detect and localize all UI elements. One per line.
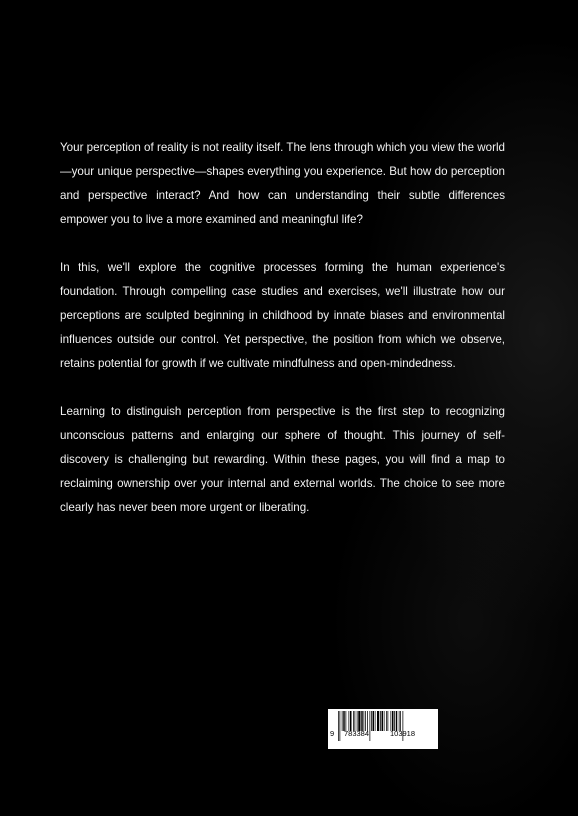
barcode-lead-digit: 9: [330, 729, 335, 738]
barcode-bar: [391, 711, 392, 731]
barcode-bar: [388, 711, 389, 731]
barcode-bar: [349, 711, 350, 731]
barcode-bar: [392, 711, 394, 731]
barcode-bar: [346, 711, 347, 731]
barcode-bar: [377, 711, 379, 731]
barcode-bar: [384, 711, 385, 731]
barcode-bar: [342, 711, 343, 731]
barcode-bar: [371, 711, 372, 731]
barcode-bar: [364, 711, 365, 731]
blurb-paragraph-3: Learning to distinguish perception from perspective is the first step to recognizing unconscious patterns and enlarging our sphere of thought. This journey of self-discovery is challenging but rewarding. Within these pages, you will find a map to reclaiming ownership over your internal and external worlds. The choice to see more clearly has never been more urgent or liberating.: [60, 405, 505, 514]
barcode-bar: [350, 711, 352, 731]
barcode-bar: [394, 711, 395, 731]
barcode-bar: [358, 711, 360, 731]
blurb-paragraph-2: In this, we'll explore the cognitive processes forming the human experience's foundation. Through compelling case studies and exercises, we'll illustrate how our perceptions are sculpted beginning in childhood by innate biases and environmental influences outside our control. Yet perspective, the position from which we observe, retains potential for growth if we cultivate mindfulness and open-mindedness.: [60, 261, 505, 370]
blurb-paragraph-1: Your perception of reality is not reality itself. The lens through which you view the world—your unique perspective—shapes everything you experience. But how do perception and perspective interact? And how can understanding their subtle differences empower you to live a more examined and meaningful life?: [60, 141, 505, 226]
barcode-bar: [400, 711, 401, 731]
barcode-bar: [343, 711, 345, 731]
barcode-bar: [399, 711, 400, 731]
barcode-bar: [375, 711, 376, 731]
barcode-left-digits: 783384: [344, 729, 370, 738]
barcode-bar: [353, 711, 354, 731]
barcode-bar: [386, 711, 387, 731]
barcode-bar: [355, 711, 356, 731]
blurb-text: [60, 136, 505, 544]
barcode-bar: [361, 711, 363, 731]
isbn-barcode: [328, 709, 438, 749]
barcode-right-digits: 103918: [390, 729, 416, 738]
barcode-bar: [380, 711, 381, 731]
barcode-bar: [367, 711, 368, 731]
barcode-bar: [396, 711, 398, 731]
barcode-bar: [373, 711, 375, 731]
barcode-bar: [365, 711, 366, 731]
barcode-bar: [357, 711, 358, 731]
barcode-number: [328, 729, 438, 741]
barcode-bar: [382, 711, 384, 731]
